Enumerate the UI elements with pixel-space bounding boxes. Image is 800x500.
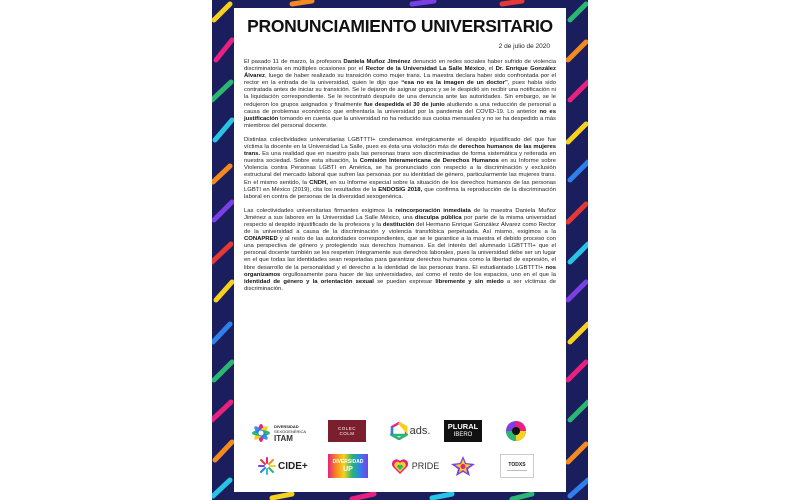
logo-grid <box>244 416 556 488</box>
emphasis-text: reincorporación inmediata <box>395 207 471 214</box>
emphasis-text: destitución <box>382 221 415 228</box>
paragraph-text: en su Informe especial sobre la situación de los derechos humanos de las personas LGBTI en México (2019), cita los resultados de la <box>244 179 556 193</box>
paragraph-text: , luego de haber realizado su transición como mujer trans. La maestra declara haber sido confrontada por el rector en la entrada de la universidad, quien le dijo que <box>244 73 556 87</box>
logo-diversidad-up <box>328 454 368 478</box>
emphasis-text: CNDH, <box>309 179 328 186</box>
logo-star-burst <box>448 454 478 478</box>
paragraph-text: que confirma la reproducción de la discriminación laboral en contra de personas de la diversidad sexogenérica. <box>244 186 556 200</box>
ads-text: ads. <box>409 425 431 437</box>
up-line1: DIVERSIDAD <box>332 459 364 465</box>
emphasis-text: no es justificación <box>244 108 556 122</box>
hexagon-rainbow-icon <box>390 422 408 440</box>
logo-diversidad-itam <box>250 418 310 448</box>
document-date: 2 de julio de 2020 <box>498 43 550 50</box>
cide-text: CIDE+ <box>278 460 308 472</box>
paragraph-text: se puedan expresar <box>373 278 436 285</box>
emphasis-text: CONAPRED <box>244 236 278 243</box>
logo-ads <box>386 420 434 442</box>
pride-text: PRIDE <box>411 461 440 471</box>
itam-line2: SEXOGENÉRICA <box>274 428 307 434</box>
paragraph-text: Distintas colectividades universitarias LGBTTTI+ condenamos enérgicamente el despido injustificado del que fue víctima la docente en la Universidad La Salle, pues es ésta una violación más de <box>244 136 556 151</box>
emphasis-text: Daniela Muñoz Jiménez <box>343 59 411 65</box>
document-title: PRONUNCIAMIENTO UNIVERSITARIO <box>247 16 553 36</box>
plural-line2: IBERO <box>453 432 473 438</box>
paragraph-text: , el <box>484 66 496 73</box>
paragraph-text: El pasado 11 de marzo, la profesora <box>244 59 344 65</box>
paragraph-text: Las colectividades universitarias firmantes exigimos la <box>244 207 396 214</box>
logo-colorful-circle <box>502 418 530 444</box>
document-body <box>244 59 556 293</box>
paragraph-text: a ser víctimas de discriminación. <box>244 278 557 292</box>
logo-cide <box>258 454 314 478</box>
emphasis-text: Comisión Interamericana de Derechos Humanos <box>359 158 499 165</box>
poster <box>212 0 588 500</box>
todxs-divider <box>507 470 527 471</box>
paragraph-text: en su Informe sobre Violencia contra Personas LGBTI en América, se ha pronunciado con respecto a la discriminación y exclusión estructural del mercado laboral que sufren las personas por su identidad de género, particularmente las mujeres trans. En el mismo sentido, la <box>244 158 556 186</box>
rainbow-heart-icon <box>391 458 409 475</box>
paragraph-text: aludiendo a una reducción de personal a causa de problemas económico que enfrentaría la universidad por la pandemia del COVID-19. Lo anterior <box>244 101 557 115</box>
up-line2: UP <box>343 466 353 473</box>
colmex-line2: COLM <box>339 431 355 436</box>
logo-colmex <box>328 420 366 442</box>
emphasis-text: Dr. Enrique González Álvarez <box>244 66 556 80</box>
paragraph-text: orgullosamente para hacer de las universidades, así como el resto de los espacios, uno en el que la <box>280 271 556 278</box>
paragraph-2 <box>244 137 556 201</box>
todxs-line1: TODXS <box>508 461 526 468</box>
emphasis-text: “esa no es la imagen de un doctor” <box>401 80 508 87</box>
plural-line1: PLURAL <box>447 422 479 431</box>
paragraph-text: de la maestra Daniela Muñoz Jiménez a sus labores en la Universidad La Salle México, una <box>244 207 556 221</box>
paragraph-text: del Hermano Enrique González Álvarez como Rector de la universidad a causa de la discriminación y violencia transfóbica perpetuada. Así mismo, exigimos a la <box>244 221 557 236</box>
logo-pride <box>386 454 444 478</box>
itam-line1: DIVERSIDAD <box>274 423 299 429</box>
paragraph-text: , pues había sido contratada antes de iniciar su transición. Se le dejaron de asignar grupos y se le despidió sin recibir una notificación ni la liquidación correspondiente. Se le recontrató después de una denuncia ante las autoridades. Sin embargo, se le redujeron los grupos asignados y finalmente <box>244 80 556 108</box>
paragraph-text: y al resto de las autoridades correspondientes, que se le garantice a la maestra el debido proceso con una perspectiva de género y protegiendo sus derechos humanos. Es del interés del alumnado LGBTTTI+ que el personal docente también se les respeten íntegramente sus derechos laborales, pues la universidad debe ser un lugar en el que todas las identidades sean respetadas para garantizar derechos humanos como la libertad de expresión, el libre desarrollo de la personalidad y el derecho a la identidad de las personas trans. El estudiantado LGBTTTI+ <box>244 236 556 271</box>
paragraph-3 <box>244 208 556 293</box>
paragraph-text: tomando en cuenta que la universidad no ha reducido sus cuotas mensuales y no se ha despedido a más miembros del personal docente. <box>244 115 556 129</box>
emphasis-text: libremente y sin miedo <box>435 278 504 285</box>
paragraph-text: denunció en redes sociales haber sufrido de violencia discriminatoria en múltiples ocasiones por el <box>244 59 556 73</box>
emphasis-text: fue despedida el 30 de junio <box>363 101 445 108</box>
starburst-icon <box>450 455 476 477</box>
emphasis-text: nos organizamos <box>244 264 556 278</box>
emphasis-text: ENDOSIG 2018, <box>378 186 423 193</box>
rainbow-flower-icon <box>250 422 272 444</box>
paragraph-1 <box>244 59 556 130</box>
sunburst-icon <box>258 457 276 475</box>
emphasis-text: Rector de la Universidad La Salle México <box>365 66 485 73</box>
colmex-line1: COLEC <box>337 426 356 431</box>
itam-line3: ITAM <box>274 433 293 443</box>
emphasis-text: disculpa pública <box>414 214 462 221</box>
emphasis-text: identidad de género y la orientación sexual <box>244 278 374 285</box>
logo-plural-ibero <box>444 420 482 442</box>
logo-todxs <box>500 454 534 478</box>
emphasis-text: derechos humanos de las mujeres trans. <box>244 144 556 158</box>
paragraph-text: por parte de la misma universidad respecto al despido injustificado de la profesora y la <box>244 214 557 228</box>
statement-panel <box>234 8 566 492</box>
paragraph-text: Es una realidad que en nuestro país las personas trans son discriminadas de forma sistemática y reiterada en nuestra sociedad. Sobre esta situación, la <box>244 151 556 165</box>
rainbow-circle-icon <box>504 419 528 443</box>
